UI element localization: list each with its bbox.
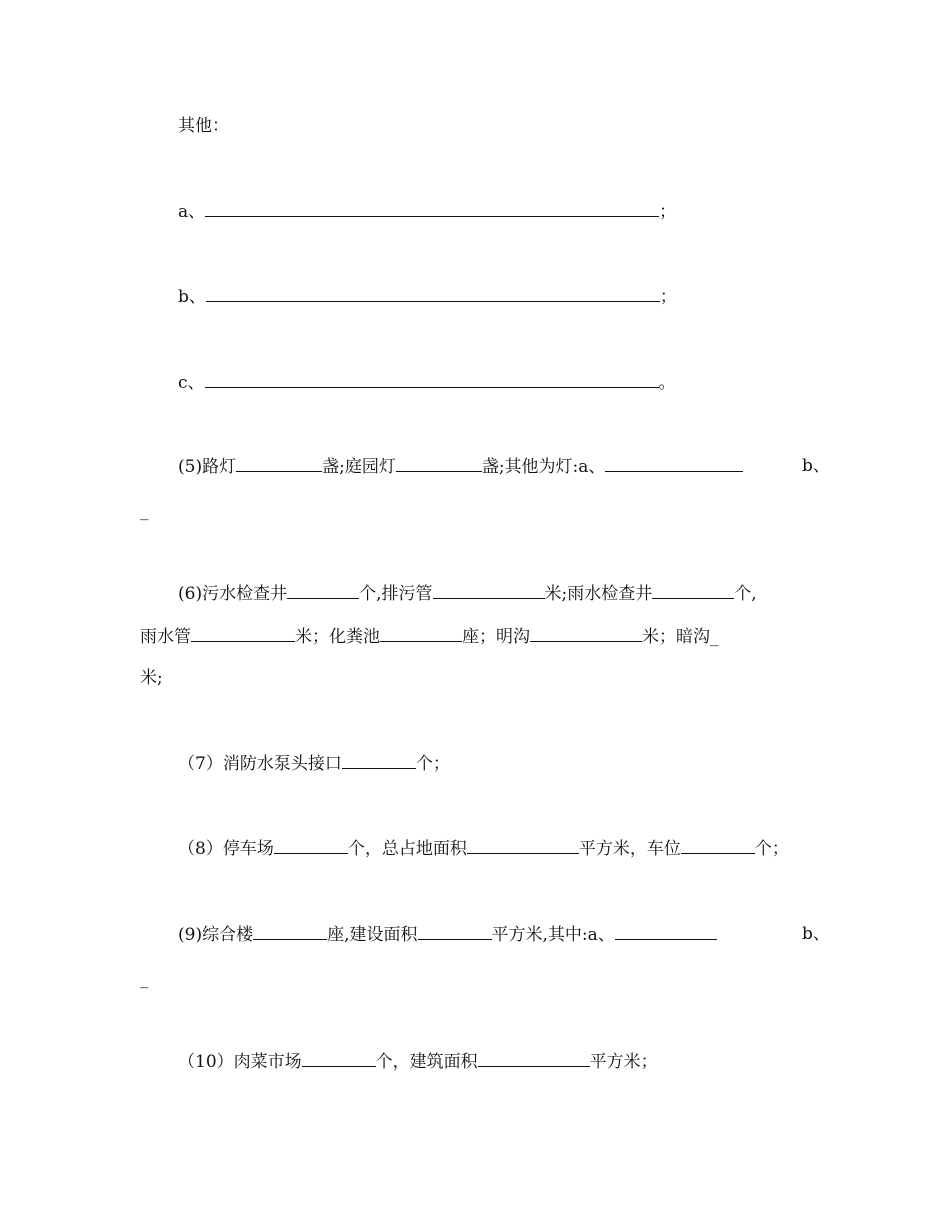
parking-spaces-blank[interactable] [681, 837, 755, 854]
item6-text-3: 米;雨水检查井 [544, 584, 653, 604]
other-item-b [178, 285, 677, 308]
rain-well-blank[interactable] [652, 582, 734, 599]
item6-l2-text-1: 雨水管 [140, 627, 191, 647]
item5-b-label: b、 [802, 456, 830, 476]
other-b-blank[interactable] [206, 285, 660, 302]
other-b-prefix: b、 [178, 287, 206, 307]
other-b-suffix: ； [659, 287, 677, 307]
complex-building-blank[interactable] [253, 923, 327, 940]
section-title: 其他： [178, 116, 229, 136]
market-area-blank[interactable] [478, 1050, 590, 1067]
item6-text-4: 个, [734, 584, 757, 604]
item5-dash: _ [140, 501, 149, 521]
parking-lot-blank[interactable] [274, 837, 348, 854]
sewage-well-blank[interactable] [287, 582, 359, 599]
item7-text-1: （7）消防水泵头接口 [178, 754, 342, 774]
rain-pipe-blank[interactable] [191, 625, 295, 642]
item6-l2-text-2: 米；化粪池 [295, 627, 380, 647]
garden-light-blank[interactable] [396, 455, 482, 472]
item8-text-1: （8）停车场 [178, 839, 274, 859]
other-item-c [178, 371, 676, 394]
item9-text-2: 座,建设面积 [327, 925, 418, 945]
other-c-suffix: 。 [658, 373, 676, 393]
item5-text-2: 盏;庭园灯 [322, 457, 396, 477]
item6-text-2: 个,排污管 [359, 584, 433, 604]
item-10 [178, 1050, 658, 1073]
item7-text-2: 个； [415, 754, 450, 774]
building-area-blank[interactable] [418, 923, 492, 940]
item-5 [178, 455, 743, 478]
item-7 [178, 752, 450, 775]
item6-l2-text-3: 座；明沟 [462, 627, 530, 647]
item-6 [178, 582, 757, 605]
septic-tank-blank[interactable] [380, 625, 462, 642]
item-8 [178, 837, 789, 860]
item-6-line-3: 米; [140, 668, 163, 688]
other-a-blank[interactable] [205, 200, 659, 217]
item-9 [178, 923, 717, 946]
sewage-pipe-blank[interactable] [433, 582, 545, 599]
building-a-blank[interactable] [615, 923, 717, 940]
other-light-a-blank[interactable] [605, 455, 743, 472]
other-a-prefix: a、 [178, 202, 206, 222]
other-c-prefix: c、 [178, 373, 205, 393]
item6-l2-text-4: 米；暗沟_ [642, 627, 719, 647]
other-c-blank[interactable] [205, 371, 659, 388]
item8-text-3: 平方米，车位 [578, 839, 681, 859]
parking-area-blank[interactable] [467, 837, 579, 854]
street-light-blank[interactable] [236, 455, 322, 472]
item9-text-3: 平方米,其中:a、 [491, 925, 615, 945]
fire-pump-blank[interactable] [342, 752, 416, 769]
open-ditch-blank[interactable] [530, 625, 642, 642]
item6-text-1: (6)污水检查井 [178, 584, 288, 604]
other-item-a [178, 200, 676, 223]
item10-text-2: 个，建筑面积 [375, 1052, 478, 1072]
item-6-line-2 [140, 625, 719, 648]
item10-text-3: 平方米； [589, 1052, 658, 1072]
market-count-blank[interactable] [302, 1050, 376, 1067]
item9-b-label: b、 [802, 924, 830, 944]
item9-dash: _ [140, 969, 149, 989]
item5-text-3: 盏;其他为灯:a、 [481, 457, 606, 477]
other-a-suffix: ； [659, 202, 677, 222]
item5-text-1: (5)路灯 [178, 457, 237, 477]
item8-text-2: 个，总占地面积 [347, 839, 467, 859]
item10-text-1: （10）肉菜市场 [178, 1052, 302, 1072]
item8-text-4: 个； [754, 839, 789, 859]
item9-text-1: (9)综合楼 [178, 925, 254, 945]
